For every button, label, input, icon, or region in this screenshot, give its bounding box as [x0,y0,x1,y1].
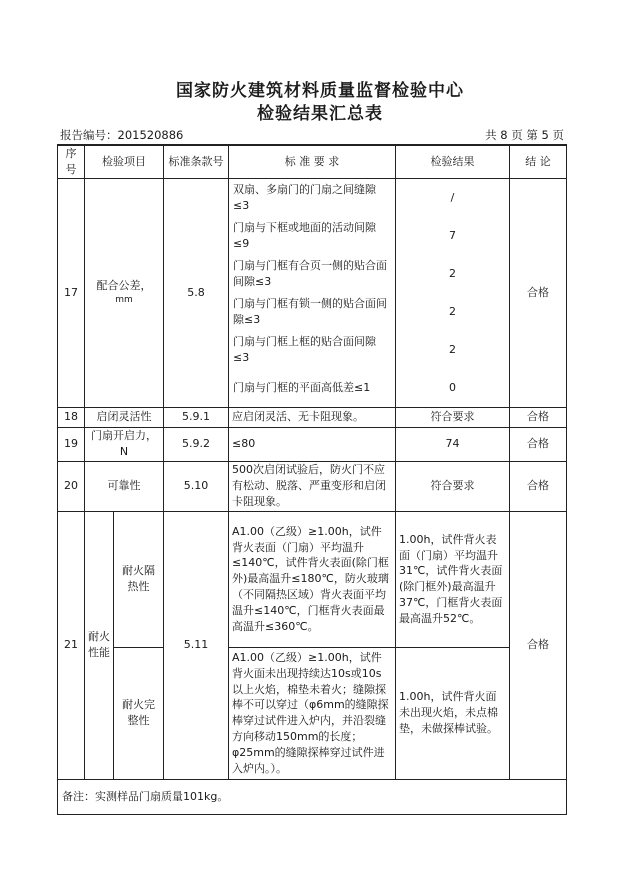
row-item: 启闭灵活性 [85,407,164,427]
row-requirement: 应启闭灵活、无卡阻现象。 [229,407,396,427]
row-clause: 5.11 [164,511,229,779]
col-header-no: 序号 [58,145,85,178]
row-no: 17 [58,178,85,407]
requirement-line: 双扇、多扇门的门扇之间缝隙≤3 [233,182,376,212]
row-clause: 5.10 [164,461,229,511]
table-row [58,407,567,427]
row-result: 74 [396,427,510,461]
row-conclusion: 合格 [510,427,567,461]
row-results [396,178,510,407]
row-requirement: A1.00（乙级）≥1.00h，试件背火面未出现持续达10s或10s以上火焰，棉垫未着火；缝隙探棒不可以穿过（φ6mm的缝隙探棒穿过试件进入炉内，并沿裂缝方向移动150mm的长度；φ25mm的缝隙探棒穿过试件进入炉内。）。 [229,647,396,779]
document-title: 国家防火建筑材料质量监督检验中心 [176,81,464,101]
requirement-line: 门扇与下框或地面的活动间隙≤9 [233,220,376,250]
row-clause: 5.9.2 [164,427,229,461]
row-requirement: A1.00（乙级）≥1.00h，试件背火表面（门扇）平均温升≤140℃，试件背火表面(除门框外)最高温升≤180℃，防火玻璃（不同隔热区域）背火表面平均温升≤140℃，门框背火表面最高温升≤360℃。 [229,511,396,647]
row-no: 21 [58,511,85,779]
page-info: 共 8 页 第 5 页 [485,128,564,142]
requirement-line: 门扇与门框有锁一侧的贴合面间隙≤3 [233,296,387,326]
result-value: 2 [449,342,456,356]
row-conclusion: 合格 [510,461,567,511]
result-value: 0 [449,380,456,394]
row-item: 可靠性 [85,461,164,511]
row-no: 19 [58,427,85,461]
table-header-row [58,145,567,178]
row-requirement: ≤80 [229,427,396,461]
row-no: 18 [58,407,85,427]
row-item: 门扇开启力，N [85,427,164,461]
col-header-item: 检验项目 [85,145,164,178]
result-value: 7 [449,228,456,242]
row-item: 耐火性能 [85,511,114,779]
results-table [57,144,567,815]
item-unit: mm [115,295,133,306]
row-requirement: 500次启闭试验后，防火门不应有松动、脱落、严重变形和启闭卡阻现象。 [229,461,396,511]
row-conclusion: 合格 [510,178,567,407]
sub-item-name: 耐火完整性 [114,647,164,779]
row-result: 符合要求 [396,461,510,511]
item-label: 配合公差， [96,279,152,293]
col-header-clause: 标准条款号 [164,145,229,178]
table-row [58,178,567,407]
requirement-line: 门扇与门框上框的贴合面间隙≤3 [233,334,376,364]
col-header-requirement: 标 准 要 求 [229,145,396,178]
document-subtitle: 检验结果汇总表 [257,104,383,124]
table-row [58,461,567,511]
report-number: 报告编号：201520886 [60,128,184,142]
row-requirements [229,178,396,407]
result-value: 2 [449,266,456,280]
row-clause: 5.9.1 [164,407,229,427]
row-result: 符合要求 [396,407,510,427]
row-no: 20 [58,461,85,511]
requirement-line: 门扇与门框的平面高低差≤1 [233,380,371,394]
row-result: 1.00h，试件背火表面（门扇）平均温升31℃，试件背火表面(除门框外)最高温升37℃，门框背火表面最高温升52℃。 [396,511,510,647]
row-result: 1.00h，试件背火面未出现火焰，未点棉垫，未做探棒试验。 [396,647,510,779]
table-row [58,647,567,779]
note: 备注：实测样品门扇质量101kg。 [58,779,567,814]
row-conclusion: 合格 [510,407,567,427]
row-item [85,178,164,407]
sub-item-name: 耐火隔热性 [114,511,164,647]
col-header-result: 检验结果 [396,145,510,178]
table-row [58,511,567,647]
note-row [58,779,567,814]
table-row [58,427,567,461]
result-value: 2 [449,304,456,318]
row-conclusion: 合格 [510,511,567,779]
result-value: / [450,190,455,204]
requirement-line: 门扇与门框有合页一侧的贴合面间隙≤3 [233,258,387,288]
row-clause: 5.8 [164,178,229,407]
col-header-conclusion: 结 论 [510,145,567,178]
